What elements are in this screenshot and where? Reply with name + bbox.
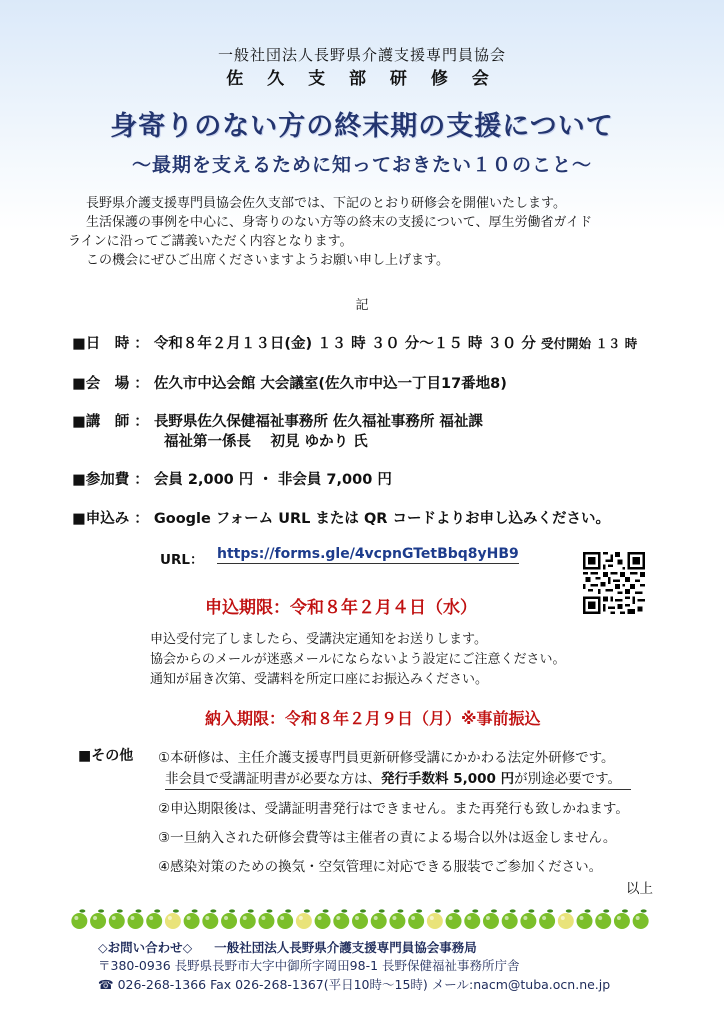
note-1: 申込受付完了しましたら、受講決定通知をお送りします。: [150, 632, 487, 647]
qr-code-icon[interactable]: [583, 552, 645, 614]
apple-icon: [184, 909, 200, 929]
contact-heading: ◇お問い合わせ◇: [98, 940, 193, 955]
application-deadline: 申込期限：令和８年２月４日（水）: [205, 598, 477, 618]
other-item-1b-pre: 非会員で受講証明書が必要な方は、: [165, 771, 381, 787]
lecturer-line-2: 福祉第一係長 初見 ゆかり 氏: [164, 434, 368, 450]
apple-icon: [165, 909, 181, 929]
venue-row: [72, 372, 507, 393]
phone-icon: ☎: [98, 977, 114, 992]
reception-time: 受付開始 １３ 時: [540, 336, 638, 351]
other-item-1: ①本研修は、主任介護支援専門員更新研修受講にかかわる法定外研修です。: [158, 750, 615, 766]
payment-deadline: 納入期限：令和８年２月９日（月）※事前振込: [205, 709, 541, 728]
branch-seminar-title: 佐 久 支 部 研 修 会: [226, 69, 498, 89]
apple-icon: [371, 909, 387, 929]
sub-title: ～最期を支えるために知っておきたい１０のこと～: [131, 154, 592, 176]
date-value: 令和８年２月１３日(金) １３ 時 ３０ 分～１５ 時 ３０ 分: [153, 336, 536, 352]
footer-contact-line: [98, 938, 477, 956]
fee-label: ■参加費: [72, 472, 130, 488]
other-item-2: ②申込期限後は、受講証明書発行はできません。また再発行も致しかねます。: [158, 801, 629, 817]
ki-mark: 記: [355, 298, 369, 313]
apple-icon: [408, 909, 424, 929]
apple-icon: [240, 909, 256, 929]
apply-value: Google フォーム URL または QR コードよりお申し込みください。: [153, 511, 611, 527]
intro-paragraph-2-continued: ラインに沿ってご講義いただく内容となります。: [68, 234, 353, 249]
lecturer-row: [72, 410, 483, 431]
apple-icon: [614, 909, 630, 929]
fax-number: Fax 026-268-1367(平日10時～15時): [210, 977, 428, 992]
apple-icon: [483, 909, 499, 929]
apple-icon: [221, 909, 237, 929]
closing-mark: 以上: [626, 881, 653, 897]
apply-row: [72, 507, 610, 528]
apple-icon: [202, 909, 218, 929]
other-item-1b: [165, 767, 631, 790]
intro-paragraph-1: 長野県介護支援専門員協会佐久支部では、下記のとおり研修会を開催いたします。: [86, 196, 566, 211]
apple-icon: [577, 909, 593, 929]
footer-phone-line: [98, 975, 610, 993]
note-3: 通知が届き次第、受講料を所定口座にお振込みください。: [150, 672, 489, 687]
other-item-3: ③一旦納入された研修会費等は主催者の責による場合以外は返金しません。: [158, 830, 617, 846]
apple-icon: [127, 909, 143, 929]
other-item-4: ④感染対策のための換気・空気管理に対応できる服装でご参加ください。: [158, 859, 603, 875]
fee-colon: ：: [134, 472, 149, 488]
venue-colon: ：: [134, 376, 149, 392]
organization-name: 一般社団法人長野県介護支援専門員協会: [217, 46, 506, 64]
fee-value: 会員 2,000 円 ・ 非会員 7,000 円: [153, 472, 392, 488]
apply-label: ■申込み: [72, 511, 130, 527]
apple-icon: [389, 909, 405, 929]
url-label: URL：: [160, 552, 204, 568]
notification-notes: [150, 630, 565, 690]
lecturer-colon: ：: [134, 414, 149, 430]
apple-icon: [258, 909, 274, 929]
phone-number: 026-268-1366: [117, 977, 207, 992]
apple-icon: [333, 909, 349, 929]
date-colon: ：: [134, 336, 149, 352]
postal-code: 〒380-0936: [98, 958, 171, 973]
apple-icon: [427, 909, 443, 929]
main-title: 身寄りのない方の終末期の支援について: [110, 111, 614, 142]
lecturer-line-1: 長野県佐久保健福祉事務所 佐久福祉事務所 福祉課: [153, 414, 483, 430]
office-address: 長野県長野市大字中御所字岡田98-1 長野保健福祉事務所庁舎: [174, 958, 520, 973]
venue-value: 佐久市中込会館 大会議室(佐久市中込一丁目17番地8): [153, 376, 507, 392]
apple-icon: [315, 909, 331, 929]
apple-icon: [90, 909, 106, 929]
apple-icon: [464, 909, 480, 929]
note-2: 協会からのメールが迷惑メールにならないよう設定にご注意ください。: [150, 652, 566, 667]
apple-icon: [595, 909, 611, 929]
apple-icon: [539, 909, 555, 929]
apple-icon: [502, 909, 518, 929]
email-address[interactable]: メール:nacm@tuba.ocn.ne.jp: [431, 977, 611, 992]
apple-icon: [558, 909, 574, 929]
other-item-1b-post: が別途必要です。: [514, 771, 622, 787]
apple-icon: [633, 909, 649, 929]
footer-address-line: [98, 956, 520, 974]
apple-icon: [71, 909, 87, 929]
apple-icon: [146, 909, 162, 929]
date-row: [72, 332, 637, 353]
other-label: ■その他: [78, 748, 134, 764]
lecturer-label: ■講 師: [72, 414, 130, 430]
office-name: 一般社団法人長野県介護支援専門員協会事務局: [214, 940, 477, 955]
venue-label: ■会 場: [72, 376, 130, 392]
intro-text: [70, 194, 670, 270]
intro-paragraph-3: この機会にぜひご出席くださいますようお願い申し上げます。: [86, 253, 449, 268]
apple-icon: [352, 909, 368, 929]
intro-paragraph-2: 生活保護の事例を中心に、身寄りのない方等の終末の支援について、厚生労働省ガイド: [86, 215, 593, 230]
form-url-link[interactable]: https://forms.gle/4vcpnGTetBbq8yHB9: [217, 546, 519, 562]
apple-decoration-row: [70, 907, 650, 931]
apply-colon: ：: [134, 511, 149, 527]
apple-icon: [277, 909, 293, 929]
apple-icon: [446, 909, 462, 929]
apple-icon: [296, 909, 312, 929]
certificate-fee: 発行手数料 5,000 円: [381, 771, 515, 787]
apple-icon: [520, 909, 536, 929]
apple-icon: [109, 909, 125, 929]
fee-row: [72, 468, 392, 489]
date-label: ■日 時: [72, 336, 130, 352]
